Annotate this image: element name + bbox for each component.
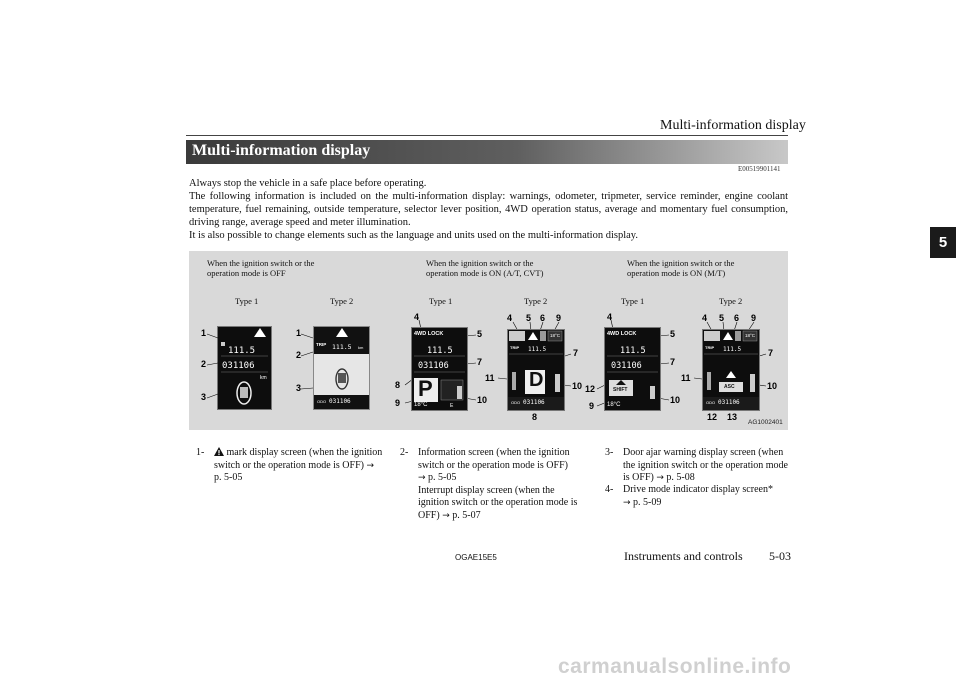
- callout-label: 4: [507, 313, 513, 323]
- callout-label: 9: [395, 398, 401, 408]
- gear-p-indicator: P: [418, 376, 433, 401]
- list-item-text: Door ajar warning display screen (when the ignition switch or the operation mode is OFF): [623, 447, 788, 483]
- callout-label: 8: [532, 412, 538, 422]
- display-panel-off-type2: [313, 326, 370, 410]
- asc-label: ASC: [724, 384, 735, 390]
- trip-label: TRIP: [705, 345, 715, 350]
- callout-label: 7: [573, 348, 579, 358]
- odo-label: ODO: [511, 400, 521, 405]
- chapter-tab[interactable]: 5: [930, 227, 956, 258]
- callout-label: 9: [589, 401, 595, 411]
- odo-value: 031106: [329, 398, 351, 405]
- watermark: carmanualsonline.info: [558, 655, 792, 678]
- list-number: 4-: [605, 484, 614, 495]
- group-label-off: When the ignition switch or the operation mode is OFF: [207, 258, 315, 278]
- warning-triangle-icon: [723, 332, 733, 340]
- outside-temp: 18°C: [607, 402, 621, 408]
- outside-temp: 18°C: [414, 402, 428, 408]
- callout-label: 3: [296, 383, 302, 393]
- callout-label: 1: [201, 328, 207, 338]
- list-item-text: Drive mode indicator display screen*: [623, 484, 773, 495]
- callout-label: 9: [556, 313, 562, 323]
- callout-label: 10: [477, 395, 488, 405]
- page-reference[interactable]: p. 5-07: [452, 509, 481, 521]
- callout-label: 7: [768, 348, 774, 358]
- gear-d-indicator: D: [529, 369, 544, 391]
- callout-label: 1: [296, 328, 302, 338]
- section-title: Multi-information display: [192, 142, 371, 159]
- callout-label: 10: [767, 381, 778, 391]
- page-reference[interactable]: p. 5-05: [428, 472, 457, 483]
- paragraph: Always stop the vehicle in a safe place before operating.: [189, 178, 427, 189]
- unit-label: km: [358, 345, 364, 350]
- paragraph: The following information is included on the multi-information display: warnings, odometer, tripmeter, service reminder, engine coolant temperature, fuel remaining, outside temperature, selector lever position, 4WD operation status, average and momentary fuel consumption, driving range, average speed and meter illumination.: [189, 191, 788, 228]
- trip-value: 111.5: [528, 346, 547, 353]
- paragraph: It is also possible to change elements such as the language and units used on the multi-information display.: [189, 230, 638, 241]
- callout-label: 3: [201, 392, 207, 402]
- display-graphics: [314, 327, 369, 409]
- intro-text: [189, 177, 788, 242]
- callout-label: 4: [607, 312, 613, 322]
- type-label: Type 2: [330, 296, 354, 306]
- list-text: [214, 447, 384, 485]
- type-label: Type 1: [429, 296, 453, 306]
- display-panel-mt-type2: [702, 329, 760, 411]
- warning-triangle-icon: [528, 332, 538, 340]
- footer-code: OGAE15E5: [455, 553, 497, 562]
- trip-value: 111.5: [332, 343, 352, 351]
- callout-label: 6: [540, 313, 546, 323]
- odo-label: ODO: [706, 400, 716, 405]
- warning-triangle-icon: [726, 371, 736, 378]
- running-head: Multi-information display: [660, 118, 806, 133]
- warning-triangle-icon: [214, 447, 224, 456]
- callout-label: 2: [296, 350, 302, 360]
- list-text: [623, 484, 791, 509]
- group-label-at-cvt: When the ignition switch or the operation mode is ON (A/T, CVT): [426, 258, 544, 278]
- outside-temp: 18°C: [745, 333, 756, 338]
- page-number: 5-03: [769, 549, 791, 563]
- callout-label: 7: [477, 357, 483, 367]
- callout-label: 9: [751, 313, 757, 323]
- odo-value: 031106: [718, 399, 740, 406]
- coolant-gauge-icon: [707, 372, 711, 390]
- page-reference[interactable]: p. 5-08: [666, 472, 695, 483]
- arrow-icon: →: [656, 473, 664, 483]
- callout-label: 2: [201, 359, 207, 369]
- arrow-icon: →: [442, 510, 450, 521]
- trip-label: TRIP: [510, 345, 520, 350]
- odo-value: 031106: [611, 361, 642, 371]
- odo-value: 031106: [222, 361, 255, 371]
- leader-lines: [189, 251, 788, 430]
- callout-label: 13: [727, 412, 738, 422]
- arrow-icon: →: [366, 460, 375, 471]
- awd-lock-label: 4WD LOCK: [607, 331, 637, 337]
- callout-label: 11: [681, 373, 691, 383]
- list-number: 3-: [605, 447, 614, 458]
- list-item: [605, 484, 791, 509]
- trip-label: TRIP: [316, 342, 327, 347]
- odo-label: ODO: [317, 399, 327, 404]
- list-item-text: Information screen (when the ignition switch or the operation mode is OFF): [418, 447, 570, 471]
- list-item: [605, 447, 791, 485]
- callout-label: 8: [395, 380, 401, 390]
- odo-value: 031106: [418, 361, 449, 371]
- callout-label: 5: [477, 329, 483, 339]
- list-item: [196, 447, 384, 485]
- fuel-gauge-icon: [457, 386, 462, 399]
- document-code: E00519901141: [738, 165, 781, 173]
- display-graphics: [703, 330, 759, 410]
- display-panel-at-type1: [411, 327, 468, 411]
- type-label: Type 2: [524, 296, 548, 306]
- arrow-icon: →: [623, 497, 631, 508]
- unit-label: km: [260, 375, 267, 381]
- figure-code: AG1002401: [748, 419, 783, 426]
- list-item-text: Interrupt display screen (when the ignition switch or the operation mode is OFF): [418, 484, 578, 521]
- display-panel-mt-type1: [604, 327, 661, 411]
- odo-value: 031106: [523, 399, 545, 406]
- callout-label: 7: [670, 357, 676, 367]
- outside-temp: 18°C: [550, 333, 561, 338]
- awd-lock-label: 4WD LOCK: [414, 331, 444, 337]
- callout-label: 10: [572, 381, 583, 391]
- type-label: Type 1: [621, 296, 645, 306]
- shift-label: SHIFT: [613, 387, 628, 393]
- callout-label: 5: [670, 329, 676, 339]
- list-number: 1-: [196, 447, 205, 458]
- callout-label: 4: [414, 312, 420, 322]
- list-item: [400, 447, 580, 522]
- callout-label: 5: [719, 313, 725, 323]
- type-label: Type 2: [719, 296, 743, 306]
- fuel-empty-label: E: [450, 403, 454, 409]
- list-number: 2-: [400, 447, 409, 458]
- type-label: Type 1: [235, 296, 259, 306]
- callout-label: 10: [670, 395, 681, 405]
- list-text: [623, 447, 791, 485]
- list-item-text: mark display screen (when the ignition switch or the operation mode is OFF): [214, 447, 383, 471]
- callout-label: 4: [702, 313, 708, 323]
- trip-value: 111.5: [228, 346, 256, 356]
- group-label-mt: When the ignition switch or the operation mode is ON (M/T): [627, 258, 735, 278]
- fuel-gauge-icon: [650, 386, 655, 399]
- trip-value: 111.5: [723, 346, 742, 353]
- fuel-gauge-icon: [750, 374, 755, 392]
- footer-section-title: Instruments and controls: [624, 549, 743, 563]
- list-text: [418, 447, 580, 522]
- page-reference[interactable]: p. 5-05: [214, 472, 243, 483]
- display-panel-at-type2: [507, 329, 565, 411]
- trip-value: 111.5: [427, 346, 453, 356]
- trip-value: 111.5: [620, 346, 646, 356]
- callout-label: 6: [734, 313, 740, 323]
- callout-label: 11: [485, 373, 495, 383]
- callout-label: 5: [526, 313, 532, 323]
- fuel-gauge-icon: [555, 374, 560, 392]
- header-rule: [186, 135, 788, 136]
- arrow-icon: →: [418, 473, 426, 483]
- display-figure: [189, 251, 788, 430]
- callout-label: 12: [707, 412, 718, 422]
- coolant-gauge-icon: [512, 372, 516, 390]
- callout-label: 12: [585, 384, 596, 394]
- page-reference[interactable]: p. 5-09: [633, 496, 662, 508]
